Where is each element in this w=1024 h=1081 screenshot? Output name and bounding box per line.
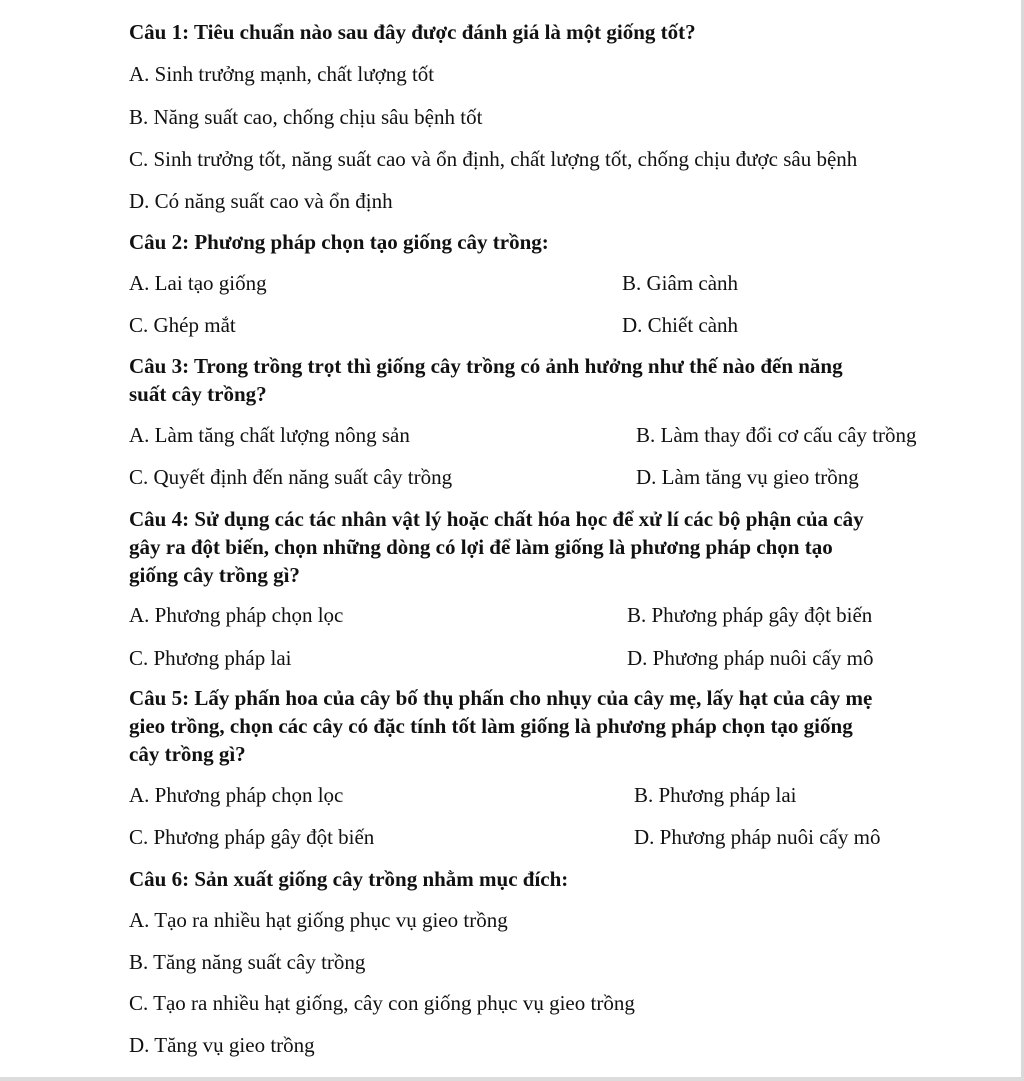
question-5-title-line-3: cây trồng gì? [129, 742, 246, 766]
question-3-option-d: D. Làm tăng vụ gieo trồng [636, 465, 859, 489]
question-5-option-c: C. Phương pháp gây đột biến [129, 825, 375, 849]
question-3-option-a: A. Làm tăng chất lượng nông sản [129, 423, 410, 447]
question-5-option-a: A. Phương pháp chọn lọc [129, 783, 344, 807]
question-1-option-b: B. Năng suất cao, chống chịu sâu bệnh tốt [129, 105, 483, 129]
question-1-option-d: D. Có năng suất cao và ổn định [129, 189, 393, 213]
question-5-option-b: B. Phương pháp lai [634, 783, 797, 807]
question-6-option-c: C. Tạo ra nhiều hạt giống, cây con giống phục vụ gieo trồng [129, 991, 635, 1015]
question-2-title: Câu 2: Phương pháp chọn tạo giống cây trồng: [129, 230, 549, 254]
question-1-option-c: C. Sinh trưởng tốt, năng suất cao và ổn định, chất lượng tốt, chống chịu được sâu bệnh [129, 147, 858, 171]
question-6-title: Câu 6: Sản xuất giống cây trồng nhằm mục đích: [129, 867, 569, 891]
question-6-option-b: B. Tăng năng suất cây trồng [129, 950, 366, 974]
question-5-title-line-2: gieo trồng, chọn các cây có đặc tính tốt làm giống là phương pháp chọn tạo giống [129, 714, 853, 738]
question-6-option-a: A. Tạo ra nhiều hạt giống phục vụ gieo trồng [129, 908, 508, 932]
question-4-option-b: B. Phương pháp gây đột biến [627, 603, 873, 627]
question-5-option-d: D. Phương pháp nuôi cấy mô [634, 825, 881, 849]
question-4-option-d: D. Phương pháp nuôi cấy mô [627, 646, 874, 670]
question-4-option-a: A. Phương pháp chọn lọc [129, 603, 344, 627]
question-4-title-line-2: gây ra đột biến, chọn những dòng có lợi để làm giống là phương pháp chọn tạo [129, 535, 833, 559]
question-1-option-a: A. Sinh trưởng mạnh, chất lượng tốt [129, 62, 435, 86]
question-3-title-line-2: suất cây trồng? [129, 382, 267, 406]
question-4-title-line-1: Câu 4: Sử dụng các tác nhân vật lý hoặc chất hóa học để xử lí các bộ phận của cây [129, 507, 864, 531]
page-bottom-edge [0, 1077, 1024, 1081]
question-3-option-b: B. Làm thay đổi cơ cấu cây trồng [636, 423, 917, 447]
question-1-title: Câu 1: Tiêu chuẩn nào sau đây được đánh giá là một giống tốt? [129, 20, 696, 44]
question-3-option-c: C. Quyết định đến năng suất cây trồng [129, 465, 453, 489]
question-2-option-a: A. Lai tạo giống [129, 271, 267, 295]
question-2-option-b: B. Giâm cành [622, 271, 739, 295]
question-5-title-line-1: Câu 5: Lấy phấn hoa của cây bố thụ phấn cho nhụy của cây mẹ, lấy hạt của cây mẹ [129, 686, 873, 710]
question-6-option-d: D. Tăng vụ gieo trồng [129, 1033, 315, 1057]
question-4-option-c: C. Phương pháp lai [129, 646, 292, 670]
question-4-title-line-3: giống cây trồng gì? [129, 563, 300, 587]
question-3-title-line-1: Câu 3: Trong trồng trọt thì giống cây trồng có ảnh hưởng như thế nào đến năng [129, 354, 843, 378]
question-2-option-c: C. Ghép mắt [129, 313, 236, 337]
question-2-option-d: D. Chiết cành [622, 313, 739, 337]
